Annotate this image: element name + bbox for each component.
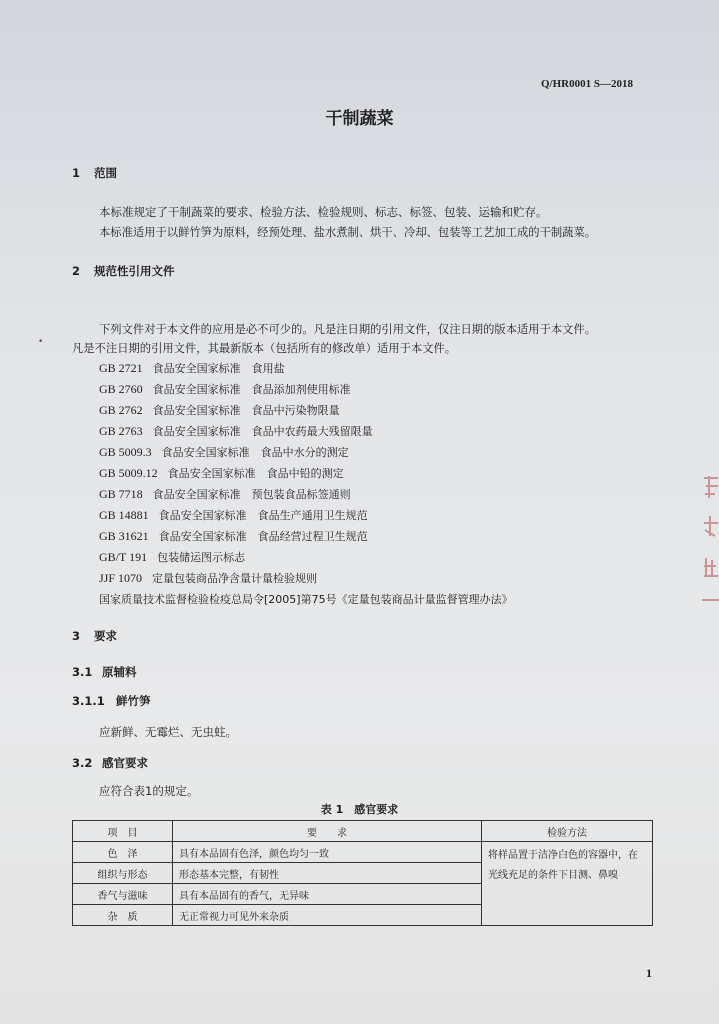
section-number: 1: [72, 166, 81, 180]
reference-item: GB/T 191 包装储运图示标志: [99, 550, 246, 564]
document-id: Q/HR0001 S—2018: [541, 78, 633, 90]
reference-item: GB 2721 食品安全国家标准 食用盐: [99, 361, 285, 375]
scope-paragraph-1: 本标准规定了干制蔬菜的要求、检验方法、检验规则、标志、标签、包装、运输和贮存。: [99, 205, 548, 219]
item-cell: 色 泽: [73, 842, 173, 863]
section-number: 3: [72, 629, 81, 643]
column-header-requirement: 要 求: [173, 821, 482, 842]
seal-stamp-fragment: [700, 468, 719, 608]
section-title: 要求: [94, 629, 117, 643]
reference-item: GB 31621 食品安全国家标准 食品经营过程卫生规范: [99, 529, 368, 543]
section-number: 2: [72, 264, 81, 278]
reference-item: GB 5009.3 食品安全国家标准 食品中水分的测定: [99, 445, 349, 459]
subsection-title: 感官要求: [102, 756, 148, 770]
page-number: 1: [646, 966, 652, 980]
table-header-row: [73, 821, 653, 842]
subsection-title: 原辅料: [102, 665, 137, 679]
seal-stamp-icon: [700, 468, 719, 608]
section-3-heading: [72, 628, 117, 644]
references-intro-2: 凡是不注日期的引用文件，其最新版本（包括所有的修改单）适用于本文件。: [72, 342, 457, 355]
reference-item: GB 2763 食品安全国家标准 食品中农药最大残留限量: [99, 424, 373, 438]
item-cell: 组织与形态: [73, 863, 173, 884]
reference-item: GB 5009.12 食品安全国家标准 食品中铅的测定: [99, 466, 344, 480]
reference-item: JJF 1070 定量包装商品净含量计量检验规则: [99, 571, 318, 585]
reference-item: GB 2762 食品安全国家标准 食品中污染物限量: [99, 403, 340, 417]
item-cell: 香气与滋味: [73, 884, 173, 905]
section-2-heading: [72, 263, 175, 279]
subsection-number: 3.1.1: [72, 694, 105, 708]
column-header-method: 检验方法: [482, 821, 653, 842]
item-cell: 杂 质: [73, 905, 173, 926]
section-title: 范围: [94, 166, 117, 180]
page-title: 干制蔬菜: [325, 109, 394, 129]
subsection-3-1-1-heading: [72, 693, 151, 709]
subsection-number: 3.1: [72, 665, 93, 679]
requirement-cell: 形态基本完整，有韧性: [173, 863, 482, 884]
sensory-requirements-table: [72, 820, 653, 926]
subsection-title: 鲜竹笋: [116, 694, 151, 708]
subsection-3-2-heading: [72, 755, 148, 771]
reference-item: GB 14881 食品安全国家标准 食品生产通用卫生规范: [99, 508, 368, 522]
section-1-heading: [72, 165, 117, 181]
requirement-cell: 具有本品固有的香气，无异味: [173, 884, 482, 905]
reference-item: GB 7718 食品安全国家标准 预包装食品标签通则: [99, 487, 351, 501]
table-row: [73, 842, 653, 863]
sensory-requirement-text: 应符合表1的规定。: [99, 784, 199, 798]
scan-mark: •: [38, 337, 44, 347]
scope-paragraph-2: 本标准适用于以鲜竹笋为原料，经预处理、盐水煮制、烘干、冷却、包装等工艺加工成的干制蔬菜。: [99, 226, 597, 239]
subsection-number: 3.2: [72, 756, 93, 770]
column-header-item: 项 目: [73, 821, 173, 842]
bamboo-shoot-requirement: 应新鲜、无霉烂、无虫蛀。: [99, 725, 237, 739]
section-title: 规范性引用文件: [94, 264, 175, 278]
reference-decree: 国家质量技术监督检验检疫总局令[2005]第75号《定量包装商品计量监督管理办法》: [99, 593, 513, 606]
reference-item: GB 2760 食品安全国家标准 食品添加剂使用标准: [99, 382, 351, 396]
method-cell: 将样品置于洁净白色的容器中，在光线充足的条件下目测、鼻嗅: [482, 842, 653, 926]
requirement-cell: 无正常视力可见外来杂质: [173, 905, 482, 926]
requirement-cell: 具有本品固有色泽，颜色均匀一致: [173, 842, 482, 863]
table-caption: 表 1 感官要求: [320, 803, 399, 816]
references-intro-1: 下列文件对于本文件的应用是必不可少的。凡是注日期的引用文件，仅注日期的版本适用于本文件。: [99, 323, 597, 336]
subsection-3-1-heading: [72, 664, 137, 680]
